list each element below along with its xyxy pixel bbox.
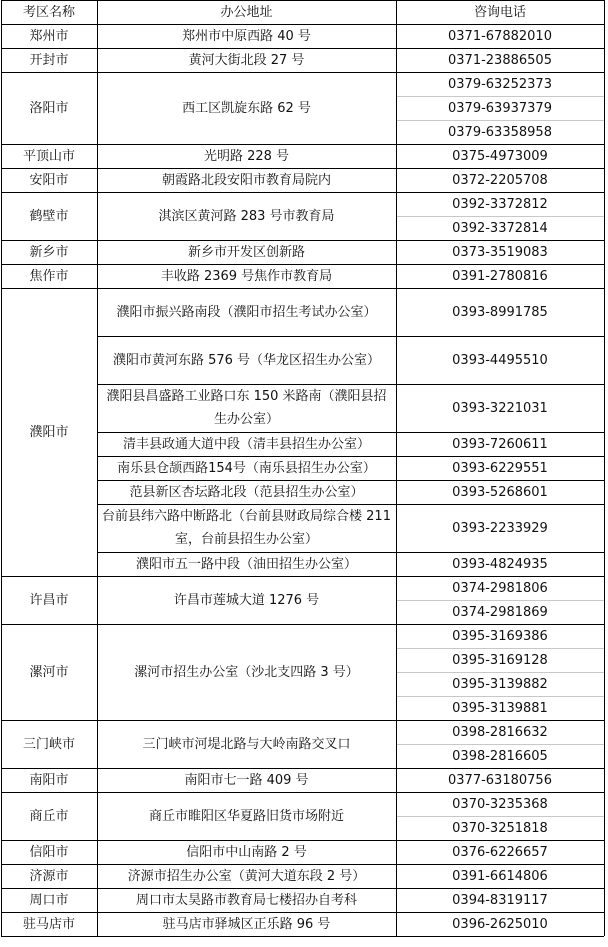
office-address: 濮阳市五一路中段（油田招生办公室） — [135, 556, 357, 572]
area-name: 许昌市 — [29, 592, 69, 608]
office-address: 丰收路 2369 号焦作市教育局 — [160, 268, 333, 284]
phone-number: 0393-2233929 — [452, 520, 548, 536]
office-address: 三门峡市河堤北路与大岭南路交叉口 — [142, 736, 351, 752]
phone-number: 0391-6614806 — [452, 868, 548, 884]
phone-number: 0375-4973009 — [452, 148, 548, 164]
office-address: 濮阳市黄河东路 576 号（华龙区招生办公室） — [112, 352, 381, 368]
office-address: 黄河大街北段 27 号 — [188, 52, 305, 68]
phone-number: 0371-23886505 — [448, 52, 552, 68]
area-name: 安阳市 — [29, 172, 69, 188]
phone-number: 0379-63358958 — [448, 124, 552, 140]
table-rule — [1, 936, 604, 937]
phone-number: 0377-63180756 — [448, 772, 552, 788]
area-name: 济源市 — [29, 868, 69, 884]
table-rule — [396, 0, 397, 936]
area-name: 南阳市 — [29, 772, 69, 788]
area-name: 三门峡市 — [22, 736, 75, 752]
office-address: 济源市招生办公室（黄河大道东段 2 号） — [127, 868, 366, 884]
office-address: 商丘市睢阳区华夏路旧货市场附近 — [148, 808, 344, 824]
phone-number: 0398-2816632 — [452, 724, 548, 740]
phone-number: 0395-3139882 — [452, 676, 548, 692]
phone-number: 0376-6226657 — [452, 844, 548, 860]
phone-number: 0395-3169128 — [452, 652, 548, 668]
table-rule — [604, 0, 605, 936]
office-address: 光明路 228 号 — [203, 148, 290, 164]
office-address: 朝霞路北段安阳市教育局院内 — [161, 172, 331, 188]
phone-number: 0393-8991785 — [452, 304, 548, 320]
table-rule — [1, 0, 604, 1]
phone-number: 0393-3221031 — [452, 400, 548, 416]
office-address: 信阳市中山南路 2 号 — [186, 844, 307, 860]
phone-number: 0374-2981806 — [452, 580, 548, 596]
phone-number: 0370-3251818 — [452, 820, 548, 836]
area-name: 漯河市 — [29, 664, 69, 680]
table-rule — [97, 0, 98, 936]
phone-number: 0392-3372812 — [452, 196, 548, 212]
office-address: 濮阳县昌盛路工业路口东 150 米路南（濮阳县招生办公室） — [106, 389, 387, 427]
phone-number: 0393-7260611 — [452, 436, 548, 452]
office-address: 范县新区杏坛路北段（范县招生办公室） — [129, 484, 364, 500]
phone-number: 0393-4495510 — [452, 352, 548, 368]
office-address: 漯河市招生办公室（沙北支四路 3 号） — [134, 664, 359, 680]
header-address: 办公地址 — [220, 5, 273, 20]
area-name: 濮阳市 — [29, 424, 69, 440]
table-rule — [1, 0, 2, 936]
phone-number: 0372-2205708 — [452, 172, 548, 188]
area-name: 信阳市 — [29, 844, 69, 860]
office-address: 周口市太昊路市教育局七楼招办自考科 — [135, 892, 357, 908]
office-address: 西工区凯旋东路 62 号 — [182, 100, 311, 116]
area-name: 焦作市 — [29, 268, 69, 284]
area-name: 郑州市 — [29, 28, 69, 44]
phone-number: 0392-3372814 — [452, 220, 548, 236]
area-name: 开封市 — [29, 52, 69, 68]
area-name: 鹤壁市 — [29, 208, 69, 224]
header-phone: 咨询电话 — [473, 5, 526, 20]
office-address: 南阳市七一路 409 号 — [184, 772, 309, 788]
office-address: 清丰县政通大道中段（清丰县招生办公室） — [122, 436, 370, 452]
office-address: 新乡市开发区创新路 — [187, 244, 305, 260]
office-address: 濮阳市振兴路南段（濮阳市招生考试办公室） — [116, 304, 377, 320]
phone-number: 0394-8319117 — [452, 892, 548, 908]
phone-number: 0379-63252373 — [448, 76, 552, 92]
phone-number: 0370-3235368 — [452, 796, 548, 812]
phone-number: 0395-3139881 — [452, 700, 548, 716]
phone-number: 0398-2816605 — [452, 748, 548, 764]
header-area: 考区名称 — [22, 5, 75, 20]
phone-number: 0393-4824935 — [452, 556, 548, 572]
office-address: 南乐县仓颉西路154号（南乐县招生办公室） — [117, 460, 376, 476]
office-address: 台前县纬六路中断路北（台前县财政局综合楼 211 室，台前县招生办公室） — [102, 509, 391, 547]
area-name: 洛阳市 — [29, 100, 69, 116]
phone-number: 0393-6229551 — [452, 460, 548, 476]
office-address: 淇滨区黄河路 283 号市教育局 — [158, 208, 335, 224]
phone-number: 0396-2625010 — [452, 916, 548, 932]
phone-number: 0374-2981869 — [452, 604, 548, 620]
area-name: 驻马店市 — [22, 916, 75, 932]
phone-number: 0371-67882010 — [448, 28, 552, 44]
phone-number: 0395-3169386 — [452, 628, 548, 644]
office-address: 郑州市中原西路 40 号 — [182, 28, 311, 44]
area-name: 平顶山市 — [22, 148, 75, 164]
phone-number: 0391-2780816 — [452, 268, 548, 284]
phone-number: 0379-63937379 — [448, 100, 552, 116]
area-name: 商丘市 — [29, 808, 69, 824]
area-name: 周口市 — [29, 892, 69, 908]
area-name: 新乡市 — [29, 244, 69, 260]
office-address: 许昌市莲城大道 1276 号 — [173, 592, 320, 608]
phone-number: 0373-3519083 — [452, 244, 548, 260]
office-address: 驻马店市驿城区正乐路 96 号 — [162, 916, 331, 932]
phone-number: 0393-5268601 — [452, 484, 548, 500]
